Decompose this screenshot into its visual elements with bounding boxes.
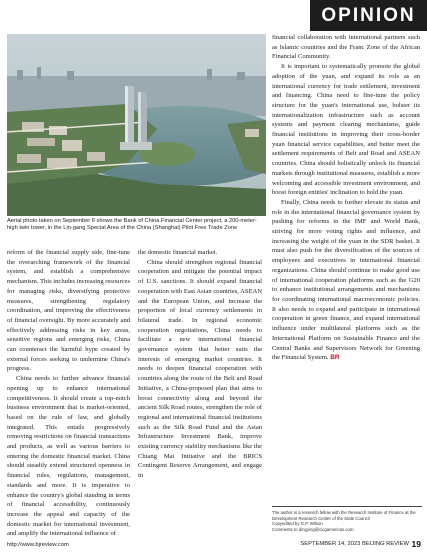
- copyeditor-credit: Copyedited by G.P. Wilson: [272, 521, 323, 526]
- paragraph: China should strengthen regional financial cooperation and mitigate the potential impact of U.S. sanctions. It should expand financial cooperation with East Asian countries, ASEAN and the European Union, and increase the proportion of local currency settlements in bilateral trade. In regional economic cooperation negotiations, China needs to facilitate a new international financial governance system that better suits the interests of emerging market countries. It needs to deepen financial cooperation with countries along the route of the Belt and Road Initiative, a China-proposed plan that aims to boost connectivity along and beyond the ancient Silk Road routes, strengthen the role of regional and international financial institutions such as the Silk Road Fund and the Asian Infrastructure Investment Bank, improve existing currency stability mechanisms like the Chiang Mai Initiative and the BRICS Contingent Reserve Arrangement, and engage in: [138, 258, 263, 480]
- author-bio: The author is a research fellow with the Research Institute of Finance at the Development Research Center of the State Council: [272, 510, 416, 521]
- paragraph: It is important to systematically promote the global adoption of the yuan, and expand its role as an international currency for trade settlement, investment and financing. China need to fine-tune the policy structure for the yuan's international use, bolster its internationalization infrastructure such as account systems and payment clearing mechanisms, guide financial institutions in improving their cross-border yuan financial service capabilities, and better meet the settlement requirements of Belt and Road and ASEAN countries. China should holistically unlock its financial markets through institutional measures, establish a more welcoming and accessible investment environment, and boost foreign entities' inclination to hold the yuan.: [272, 63, 420, 197]
- article-column-2: [138, 248, 262, 481]
- comments-email: Comments to dingying@cicgamericas.com: [272, 526, 354, 532]
- paragraph-text: Finally, China needs to further elevate its status and role in the international financial governance system by pushing for reforms in the IMF and World Bank, striving for more voting rights and influence, and increasing the weight of the yuan in the SDR basket. It must also push for the diversification of the sources of employees and executives in international financial organizations. China should continue to make good use of international cooperation platforms such as the G20 to enhance institutional arrangements and mechanisms for coordinating international macroeconomic policies. It also needs to expand and participate in international cooperation in green finance, and expand international influence under multilateral platforms such as the International Platform on Sustainable Finance and the Central Banks and Supervisors Network for Greening the Financial System.: [272, 198, 420, 362]
- paragraph: financial collaboration with international partners such as Islamic countries and the Franc Zone of the African Financial Community.: [272, 34, 420, 61]
- article-column-3: [272, 33, 420, 363]
- footer-issue: SEPTEMBER 14, 2023 BEIJING REVIEW: [300, 541, 409, 547]
- footer-url[interactable]: http://www.bjreview.com: [7, 542, 69, 548]
- section-banner: OPINION: [310, 0, 427, 31]
- paragraph: China needs to further advance financial opening up to enhance international competitiveness. It should create a top-notch business environment that is market-oriented, based on the rule of law, and globally integrated. This entails progressively removing restrictions on financial transactions and products, as well as various barriers to entering the domestic financial market. China should steadily extend structured openness in financial rules, regulations, management, standards and more. It is imperative to enhance the country's global standing in terms of financial accessibility, continuously increase the appeal and capacity of the domestic market for international investment, and amplify the international influence of: [7, 375, 130, 538]
- aerial-photo-image: [7, 34, 266, 216]
- aerial-photo: [7, 34, 266, 216]
- author-note: [272, 506, 422, 532]
- paragraph: reform of the financial supply side, fine-tune the overarching framework of the financial system, and establish a comprehensive mechanism. This includes increasing resources for managing risks, diversifying protective measures, strengthening regulatory coordination, and improving the effectiveness of financial oversight. By more accurately and effectively addressing risks in key areas, sensitive regions and emerging risks, China can counteract the harmful hype created by external forces seeking to undermine China's progress.: [7, 249, 130, 373]
- photo-caption: Aerial photo taken on September 6 shows the Bank of China Financial Center project, a 200-meter-high twin tower, in the Lin-gang Special Area of the China (Shanghai) Pilot Free Trade Zone: [7, 218, 257, 231]
- page-number: 19: [411, 539, 421, 549]
- paragraph: [272, 198, 420, 363]
- article-column-1: [7, 248, 130, 539]
- paragraph: the domestic financial market.: [138, 249, 218, 256]
- end-mark: BR: [330, 354, 340, 362]
